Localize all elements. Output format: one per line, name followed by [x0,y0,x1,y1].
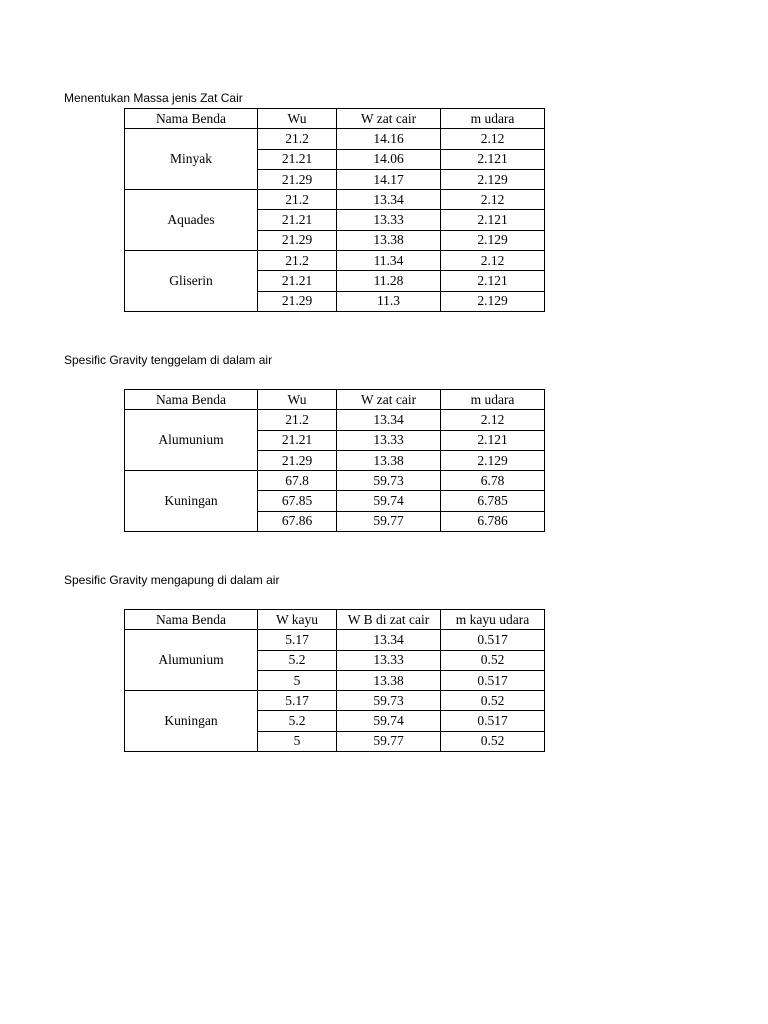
table-row [125,410,545,430]
table-row [125,630,545,650]
header-cell: Nama Benda [125,109,258,129]
table-cell: 5.17 [258,691,337,711]
table-cell: 5.17 [258,630,337,650]
table-cell: 59.77 [337,731,441,751]
header-cell: W B di zat cair [337,610,441,630]
table-cell: 21.21 [258,149,337,169]
table-cell: 2.121 [441,430,545,450]
table-massa-jenis [124,108,545,312]
table-cell: 6.786 [441,511,545,531]
table-cell: 21.2 [258,410,337,430]
header-cell: W zat cair [337,390,441,410]
table-cell: 5.2 [258,711,337,731]
table-cell: 67.86 [258,511,337,531]
table-cell: 21.29 [258,450,337,470]
table-cell: 2.121 [441,149,545,169]
section-title-mengapung: Spesific Gravity mengapung di dalam air [64,573,280,587]
header-cell: W kayu [258,610,337,630]
section-title-tenggelam: Spesific Gravity tenggelam di dalam air [64,353,273,367]
table-cell: 21.29 [258,169,337,189]
group-name-cell: Alumunium [125,410,258,471]
table-cell: 11.28 [337,271,441,291]
table-cell: 2.129 [441,169,545,189]
table-cell: 5 [258,670,337,690]
table-cell: 0.517 [441,630,545,650]
table-cell: 13.33 [337,210,441,230]
table-cell: 67.8 [258,471,337,491]
table-cell: 13.34 [337,190,441,210]
header-row [125,390,545,410]
table-cell: 21.29 [258,230,337,250]
table-cell: 2.129 [441,230,545,250]
group-name-cell: Kuningan [125,471,258,532]
table-cell: 21.29 [258,291,337,311]
group-name-cell: Kuningan [125,691,258,752]
table-cell: 2.129 [441,291,545,311]
table-cell: 13.38 [337,450,441,470]
header-cell: Wu [258,109,337,129]
table-mengapung [124,609,545,752]
table-cell: 2.12 [441,129,545,149]
table-cell: 21.2 [258,251,337,271]
table-cell: 0.52 [441,731,545,751]
group-name-cell: Gliserin [125,251,258,312]
table-cell: 2.129 [441,450,545,470]
header-row [125,610,545,630]
table-row [125,471,545,491]
table-cell: 59.77 [337,511,441,531]
header-cell: m udara [441,390,545,410]
table-cell: 11.3 [337,291,441,311]
table-cell: 14.17 [337,169,441,189]
table-cell: 67.85 [258,491,337,511]
table-cell: 0.517 [441,670,545,690]
table-cell: 2.121 [441,271,545,291]
table-cell: 5 [258,731,337,751]
group-name-cell: Minyak [125,129,258,190]
table-cell: 14.16 [337,129,441,149]
table-cell: 21.2 [258,190,337,210]
table-row [125,691,545,711]
table-cell: 2.12 [441,251,545,271]
group-name-cell: Aquades [125,190,258,251]
table-cell: 13.33 [337,650,441,670]
table-cell: 0.52 [441,650,545,670]
header-cell: W zat cair [337,109,441,129]
table-row [125,129,545,149]
table-cell: 13.34 [337,630,441,650]
table-cell: 13.33 [337,430,441,450]
header-cell: Wu [258,390,337,410]
table-cell: 13.34 [337,410,441,430]
table-cell: 6.78 [441,471,545,491]
table-cell: 13.38 [337,670,441,690]
table-cell: 0.517 [441,711,545,731]
table-cell: 5.2 [258,650,337,670]
table-cell: 59.73 [337,691,441,711]
table-cell: 2.121 [441,210,545,230]
table-cell: 14.06 [337,149,441,169]
table-row [125,251,545,271]
table-cell: 0.52 [441,691,545,711]
table-cell: 59.74 [337,711,441,731]
table-cell: 21.2 [258,129,337,149]
table-cell: 59.73 [337,471,441,491]
header-cell: m udara [441,109,545,129]
table-row [125,190,545,210]
table-cell: 59.74 [337,491,441,511]
table-cell: 13.38 [337,230,441,250]
table-cell: 2.12 [441,410,545,430]
table-cell: 11.34 [337,251,441,271]
table-cell: 6.785 [441,491,545,511]
header-cell: m kayu udara [441,610,545,630]
table-cell: 21.21 [258,430,337,450]
table-cell: 21.21 [258,271,337,291]
group-name-cell: Alumunium [125,630,258,691]
table-cell: 2.12 [441,190,545,210]
table-tenggelam [124,389,545,532]
header-cell: Nama Benda [125,610,258,630]
section-title-massa-jenis: Menentukan Massa jenis Zat Cair [64,91,243,105]
table-cell: 21.21 [258,210,337,230]
header-cell: Nama Benda [125,390,258,410]
header-row [125,109,545,129]
